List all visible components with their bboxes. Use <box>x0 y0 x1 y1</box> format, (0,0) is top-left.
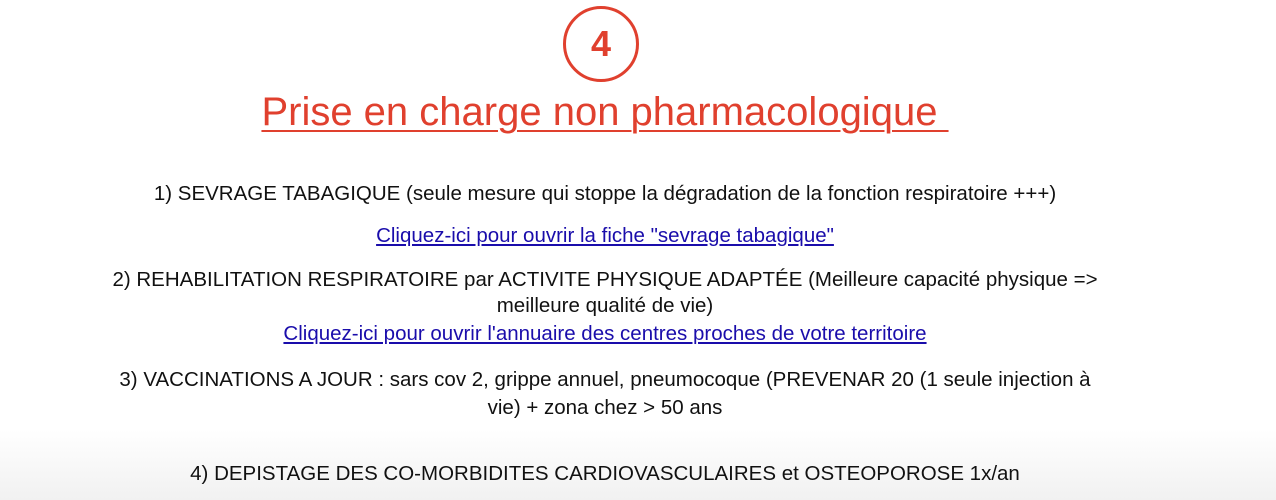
item-vaccinations-line1: 3) VACCINATIONS A JOUR : sars cov 2, grippe annuel, pneumocoque (PREVENAR 20 (1 seule injection à <box>119 368 1091 391</box>
step-number: 4 <box>590 23 612 64</box>
rehab-centers-directory-link[interactable]: Cliquez-ici pour ouvrir l'annuaire des centres proches de votre territoire <box>283 322 927 345</box>
item-respiratory-rehab-line2: meilleure qualité de vie) <box>496 294 714 317</box>
item-comorbidity-screening: 4) DEPISTAGE DES CO-MORBIDITES CARDIOVASCULAIRES et OSTEOPOROSE 1x/an <box>190 462 1020 485</box>
smoking-cessation-sheet-link[interactable]: Cliquez-ici pour ouvrir la fiche "sevrage tabagique" <box>376 224 834 247</box>
item-vaccinations-line2: vie) + zona chez > 50 ans <box>487 396 723 419</box>
rehab-directory-link-row <box>0 320 1210 348</box>
step-number-badge <box>563 6 639 82</box>
item-smoking-cessation: 1) SEVRAGE TABAGIQUE (seule mesure qui stoppe la dégradation de la fonction respiratoire +++) <box>153 182 1057 205</box>
page-title: Prise en charge non pharmacologique <box>261 90 949 134</box>
item-respiratory-rehab-line1: 2) REHABILITATION RESPIRATOIRE par ACTIVITE PHYSIQUE ADAPTÉE (Meilleure capacité physique => <box>112 268 1098 291</box>
smoking-cessation-link-row <box>0 222 1210 250</box>
